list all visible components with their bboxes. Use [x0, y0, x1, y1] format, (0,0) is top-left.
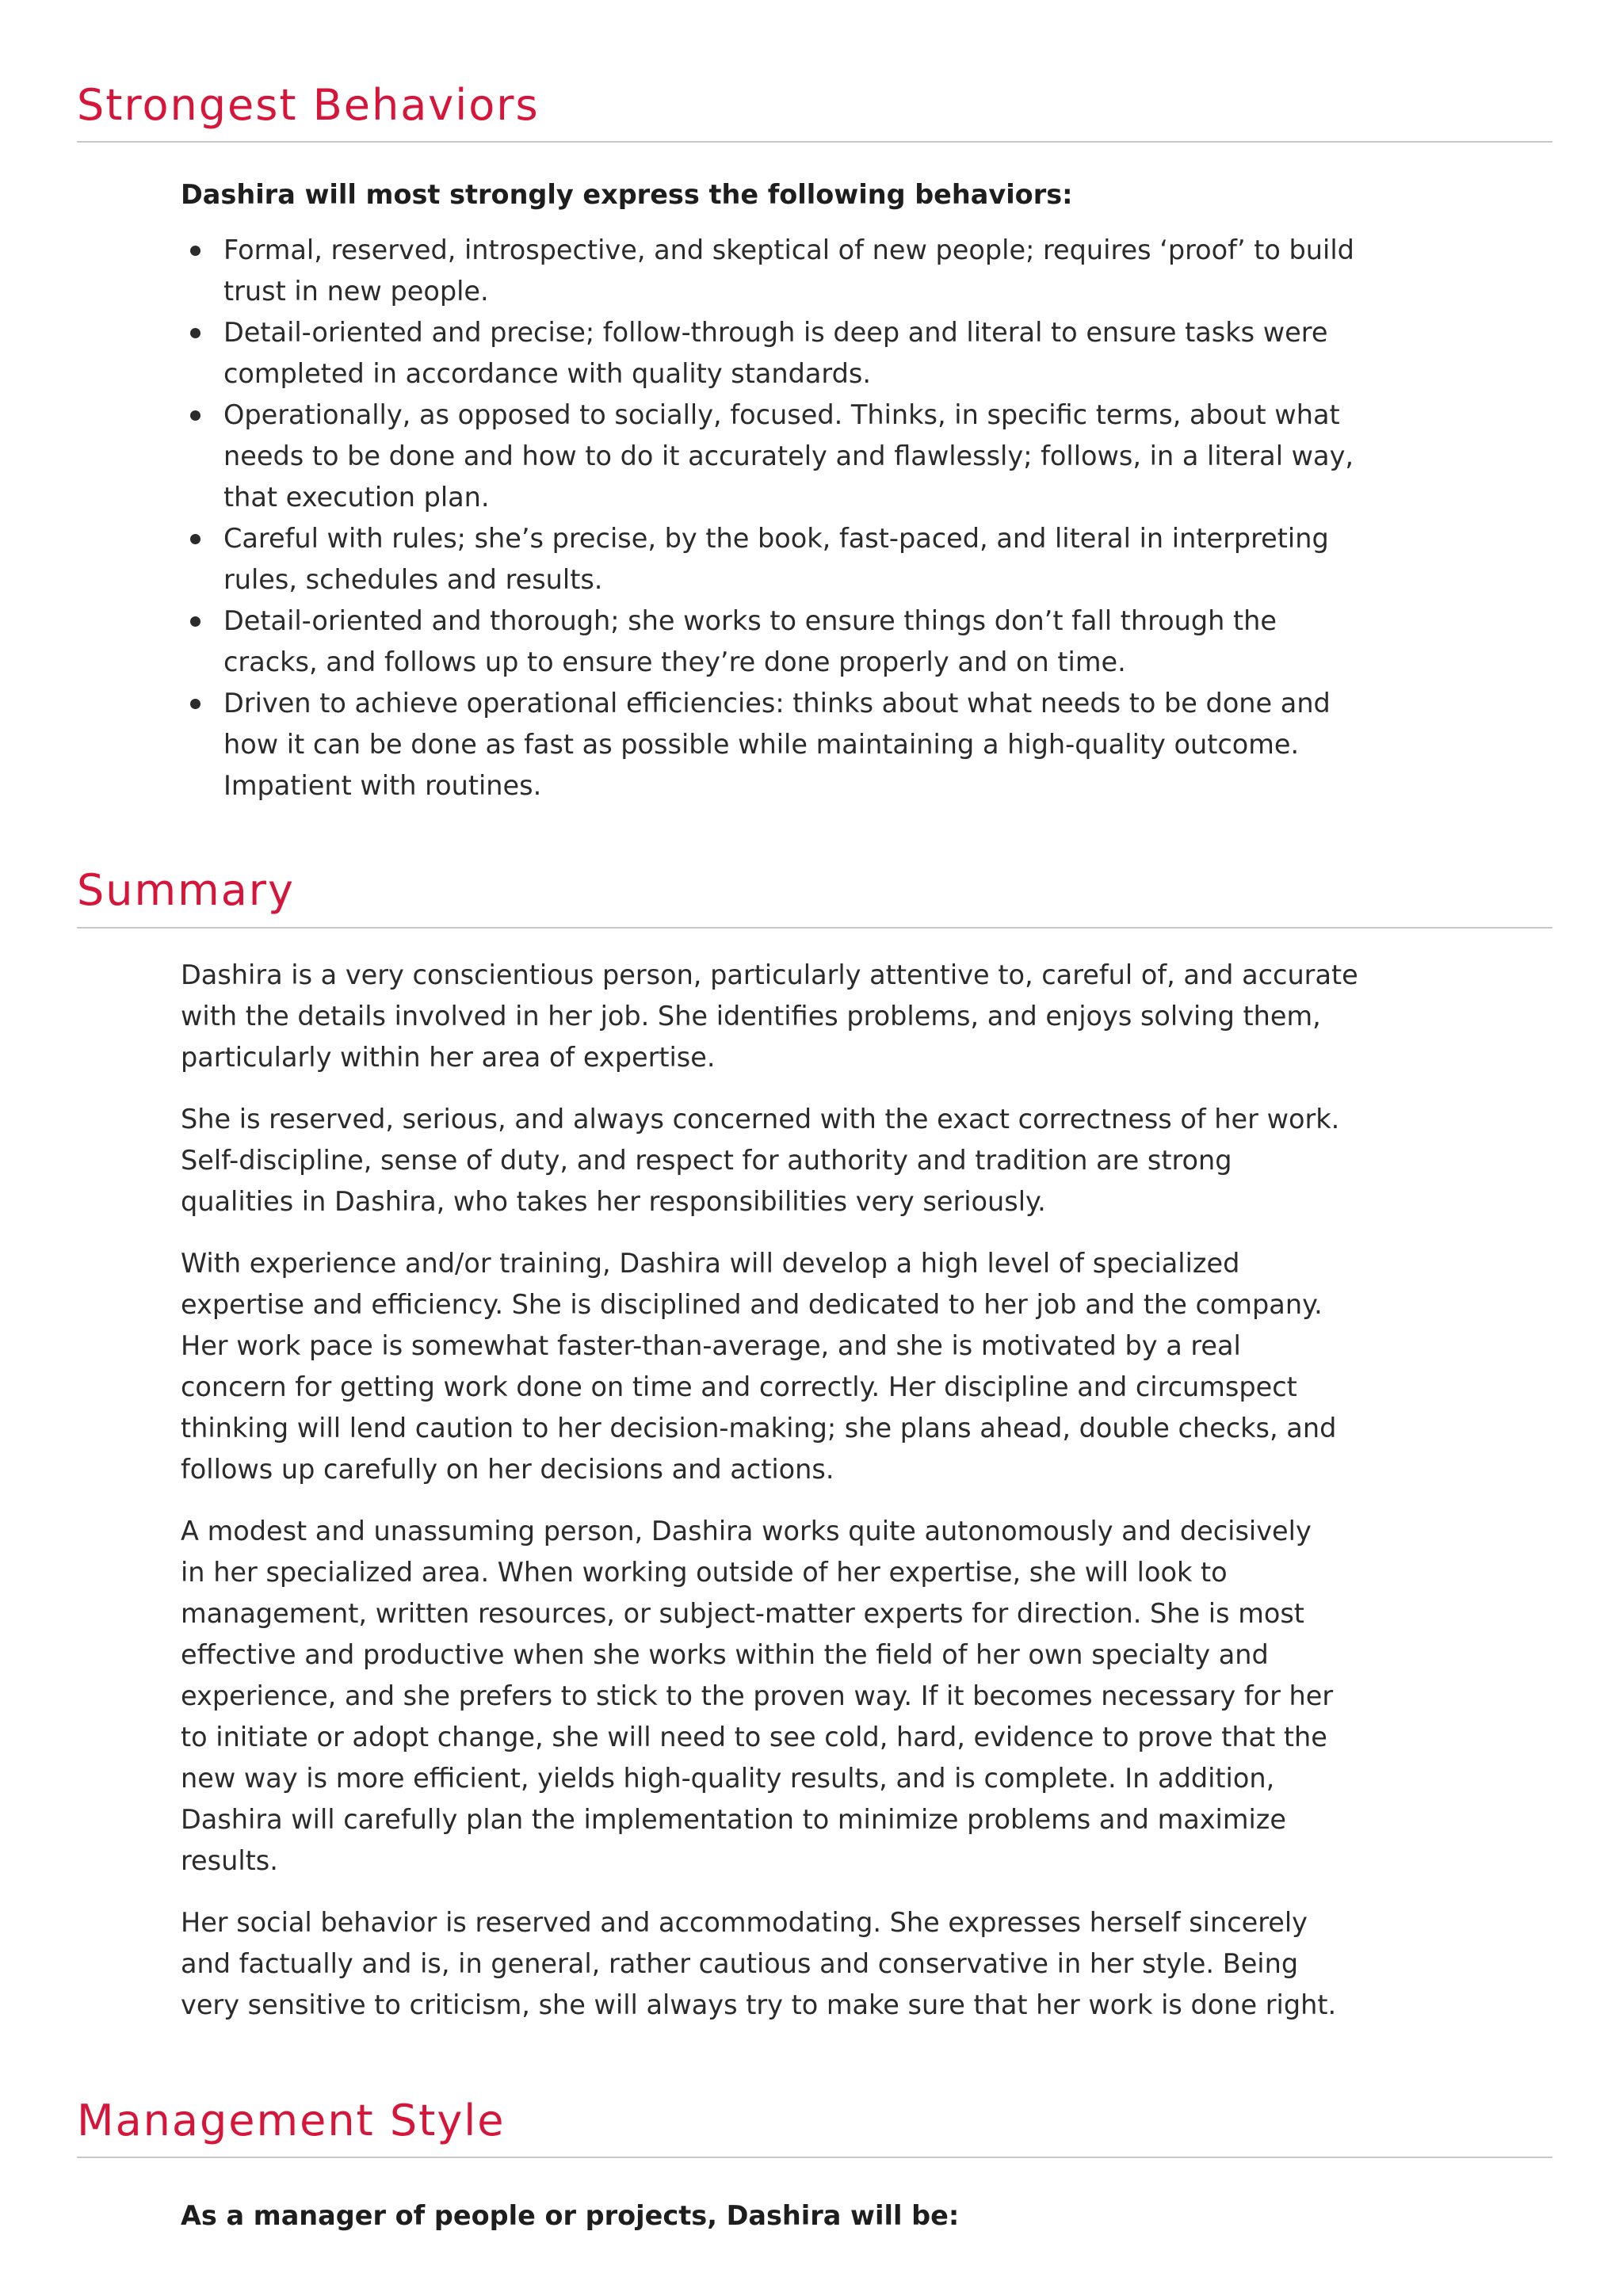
behavior-item-line: rules, schedules and results. [223, 564, 603, 595]
summary-line: Her work pace is somewhat faster-than-average, and she is motivated by a real [181, 1330, 1241, 1361]
behavior-item [181, 683, 1480, 807]
summary-line: new way is more efficient, yields high-quality results, and is complete. In addition, [181, 1763, 1275, 1794]
summary-line: in her specialized area. When working outside of her expertise, she will look to [181, 1557, 1228, 1588]
bullet-dot-icon [190, 410, 200, 421]
behavior-item-line: needs to be done and how to do it accurately and flawlessly; follows, in a literal way, [223, 441, 1354, 471]
behavior-item-line: trust in new people. [223, 276, 489, 307]
behavior-item-line: Formal, reserved, introspective, and skeptical of new people; requires ‘proof’ to build [223, 235, 1354, 265]
behavior-item [181, 230, 1480, 312]
behavior-item-line: Detail-oriented and thorough; she works to ensure things don’t fall through the [223, 605, 1277, 636]
strongest-behaviors-heading: Strongest Behaviors [77, 80, 540, 130]
summary-line: expertise and efficiency. She is disciplined and dedicated to her job and the company. [181, 1289, 1323, 1320]
management-style-heading: Management Style [77, 2096, 506, 2145]
strongest-behaviors-divider [77, 141, 1552, 143]
bullet-dot-icon [190, 328, 200, 338]
behavior-item-line: Impatient with routines. [223, 770, 542, 801]
strongest-behaviors-list [181, 230, 1480, 807]
strongest-behaviors-lead: Dashira will most strongly express the following behaviors: [181, 179, 1073, 210]
summary-paragraph [181, 955, 1480, 1078]
behavior-item-line: Driven to achieve operational efficiencies: thinks about what needs to be done and [223, 688, 1331, 719]
summary-line: to initiate or adopt change, she will need to see cold, hard, evidence to prove that the [181, 1722, 1327, 1753]
summary-line: management, written resources, or subject-matter experts for direction. She is most [181, 1598, 1304, 1629]
bullet-dot-icon [190, 699, 200, 709]
management-style-lead: As a manager of people or projects, Dashira will be: [181, 2200, 960, 2231]
behavior-item [181, 312, 1480, 395]
summary-line: With experience and/or training, Dashira will develop a high level of specialized [181, 1248, 1240, 1279]
bullet-dot-icon [190, 534, 200, 544]
summary-line: She is reserved, serious, and always concerned with the exact correctness of her work. [181, 1104, 1340, 1135]
behavior-item-line: cracks, and follows up to ensure they’re done properly and on time. [223, 646, 1126, 677]
summary-line: Her social behavior is reserved and accommodating. She expresses herself sincerely [181, 1907, 1308, 1938]
summary-line: qualities in Dashira, who takes her responsibilities very seriously. [181, 1186, 1046, 1217]
summary-line: with the details involved in her job. She identifies problems, and enjoys solving them, [181, 1001, 1321, 1032]
summary-heading: Summary [77, 865, 295, 915]
summary-paragraph [181, 1902, 1480, 2026]
behavior-item [181, 395, 1480, 518]
summary-line: and factually and is, in general, rather cautious and conservative in her style. Being [181, 1948, 1299, 1979]
summary-paragraph [181, 1243, 1480, 1490]
summary-divider [77, 927, 1552, 929]
summary-paragraph [181, 1099, 1480, 1222]
summary-line: experience, and she prefers to stick to the proven way. If it becomes necessary for her [181, 1680, 1334, 1711]
summary-line: follows up carefully on her decisions and actions. [181, 1454, 834, 1485]
behavior-item-line: completed in accordance with quality standards. [223, 358, 871, 389]
summary-line: effective and productive when she works within the field of her own specialty and [181, 1639, 1269, 1670]
summary-line: A modest and unassuming person, Dashira works quite autonomously and decisively [181, 1516, 1312, 1547]
behavior-item-line: Careful with rules; she’s precise, by the book, fast-paced, and literal in interpreting [223, 523, 1329, 554]
summary-line: particularly within her area of expertise. [181, 1042, 716, 1073]
summary-line: Dashira will carefully plan the implementation to minimize problems and maximize [181, 1804, 1286, 1835]
behavior-item-line: Operationally, as opposed to socially, focused. Thinks, in specific terms, about what [223, 399, 1340, 430]
summary-line: Self-discipline, sense of duty, and respect for authority and tradition are strong [181, 1145, 1232, 1176]
summary-line: very sensitive to criticism, she will always try to make sure that her work is done right. [181, 1989, 1337, 2020]
bullet-dot-icon [190, 616, 200, 627]
summary-line: results. [181, 1845, 278, 1876]
behavior-item-line: that execution plan. [223, 482, 490, 513]
management-style-divider [77, 2157, 1552, 2158]
summary-line: concern for getting work done on time and correctly. Her discipline and circumspect [181, 1371, 1297, 1402]
summary-line: Dashira is a very conscientious person, particularly attentive to, careful of, and accurate [181, 959, 1358, 990]
summary-paragraph [181, 1511, 1480, 1882]
behavior-item [181, 601, 1480, 683]
behavior-item [181, 518, 1480, 601]
summary-line: thinking will lend caution to her decision-making; she plans ahead, double checks, and [181, 1413, 1337, 1444]
behavior-item-line: how it can be done as fast as possible while maintaining a high-quality outcome. [223, 729, 1300, 760]
summary-body [181, 955, 1480, 2046]
behavior-item-line: Detail-oriented and precise; follow-through is deep and literal to ensure tasks were [223, 317, 1328, 348]
bullet-dot-icon [190, 246, 200, 256]
